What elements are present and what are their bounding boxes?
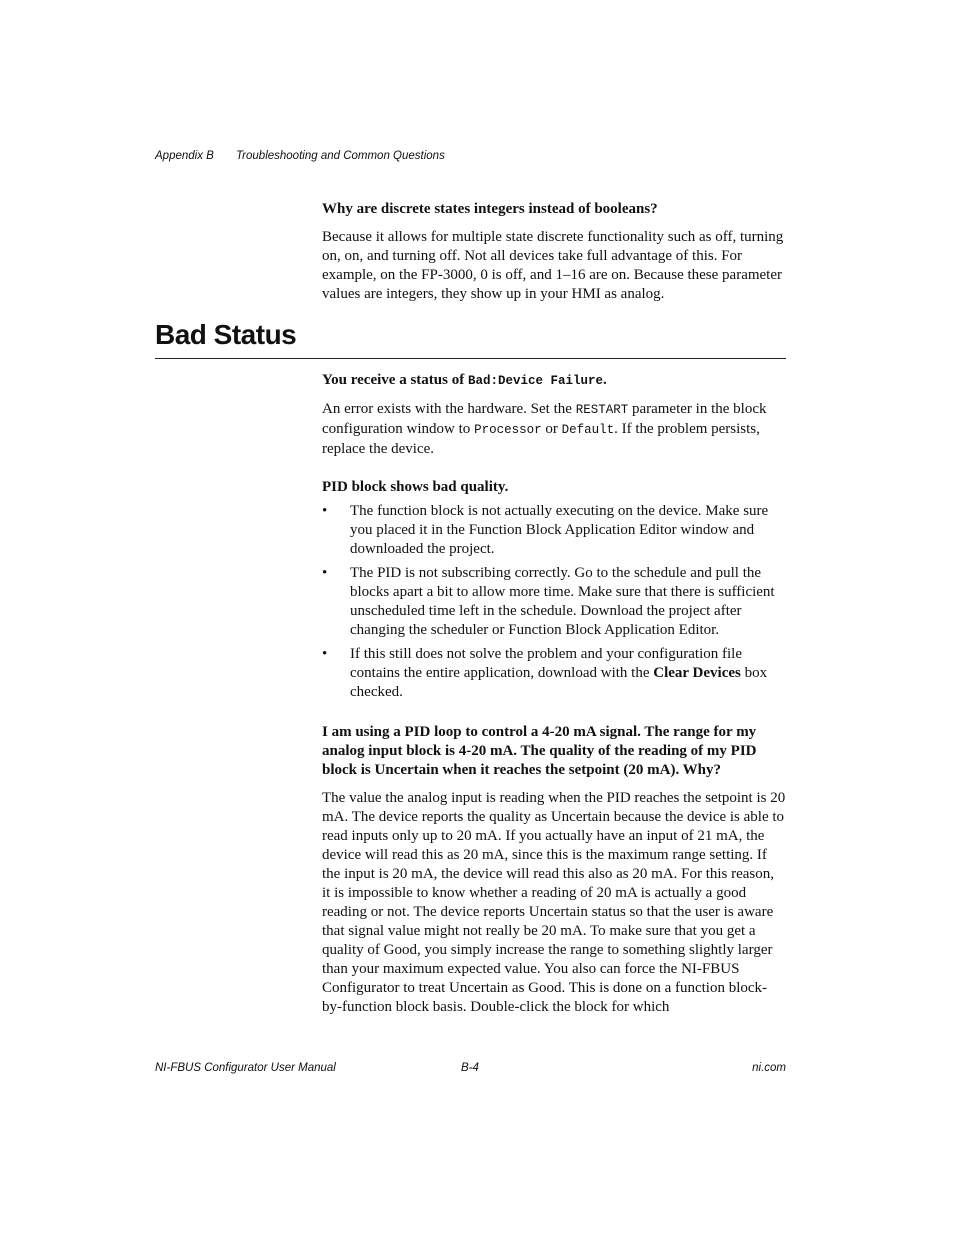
bullet-icon: • [322,646,328,662]
question-heading: I am using a PID loop to control a 4-20 mA signal. The range for my analog input block is 4-20 mA. The quality of the reading of my PID block is Uncertain when it reaches the setpoint (20 mA). Why? [322,724,757,778]
status-code: Bad:Device Failure [467,374,603,388]
bullet-icon: • [322,565,328,581]
question-text: You receive a status of [322,372,468,388]
answer-text: . If the problem persists, replace the device. [322,421,760,457]
answer-text: An error exists with the hardware. Set the [322,401,576,417]
answer-text: parameter in the block configuration window to [322,401,767,437]
list-item-text: box checked. [350,665,768,700]
footer-page-number: B-4 [461,1062,479,1074]
list-item-text: The function block is not actually executing on the device. Make sure you placed it in the Function Block Application Editor window and downloaded the project. [350,503,769,557]
section-divider [155,358,786,359]
footer-site-link: ni.com [752,1062,786,1074]
list-item-text: The PID is not subscribing correctly. Go to the schedule and pull the blocks apart a bit to allow more time. Make sure that there is sufficient unscheduled time left in the schedule. Download the project after changing the scheduler or Function Block Application Editor. [350,565,775,638]
value-code: Default [561,423,615,437]
answer-paragraph: Because it allows for multiple state discrete functionality such as off, turning on, on, and turning off. Not all devices take full advantage of this. For example, on the FP-3000, 0 is off, and 1–16 are on. Because these parameter values are integers, they show up in your HMI as analog. [322,229,784,302]
question-heading: Why are discrete states integers instead of booleans? [322,201,658,217]
list-item [322,564,786,640]
answer-paragraph: The value the analog input is reading when the PID reaches the setpoint is 20 mA. The device reports the quality as Uncertain because the device is able to read inputs only up to 20 mA. If you actually have an input of 21 mA, the device will read this as 20 mA, since this is the maximum range setting. If the input is 20 mA, the device will read this also as 20 mA. For this reason, it is impossible to know whether a reading of 20 mA is actually a good reading or not. The device reports Uncertain status so that the user is aware that signal value might not really be 20 mA. To make sure that you get a quality of Good, you simply increase the range to something slightly larger than your maximum expected value. You also can force the NI-FBUS Configurator to treat Uncertain as Good. This is done on a function block-by-function block basis. Double-click the block for which [322,790,786,1015]
answer-text: or [541,421,562,437]
running-header [155,150,445,162]
list-item [322,502,786,559]
faq-pid-uncertain [322,723,786,1017]
footer-manual-title: NI-FBUS Configurator User Manual [155,1062,336,1074]
faq-device-failure [322,371,786,459]
question-text: . [602,372,607,388]
answer-paragraph [322,400,786,459]
section-title: Bad Status [155,319,297,350]
clear-devices-label: Clear Devices [653,665,741,681]
question-heading: PID block shows bad quality. [322,479,509,495]
section-label: Troubleshooting and Common Questions [236,150,445,162]
parameter-code: RESTART [575,403,629,417]
list-item [322,645,786,702]
appendix-label: Appendix B [155,150,214,162]
faq-pid-bad-quality [322,478,786,702]
question-heading [322,371,786,391]
bullet-icon: • [322,503,328,519]
faq-discrete-states [322,200,786,304]
bullet-list [322,502,786,702]
list-item-text: If this still does not solve the problem and your configuration file contains the entire application, download with the [350,646,743,681]
value-code: Processor [474,423,542,437]
